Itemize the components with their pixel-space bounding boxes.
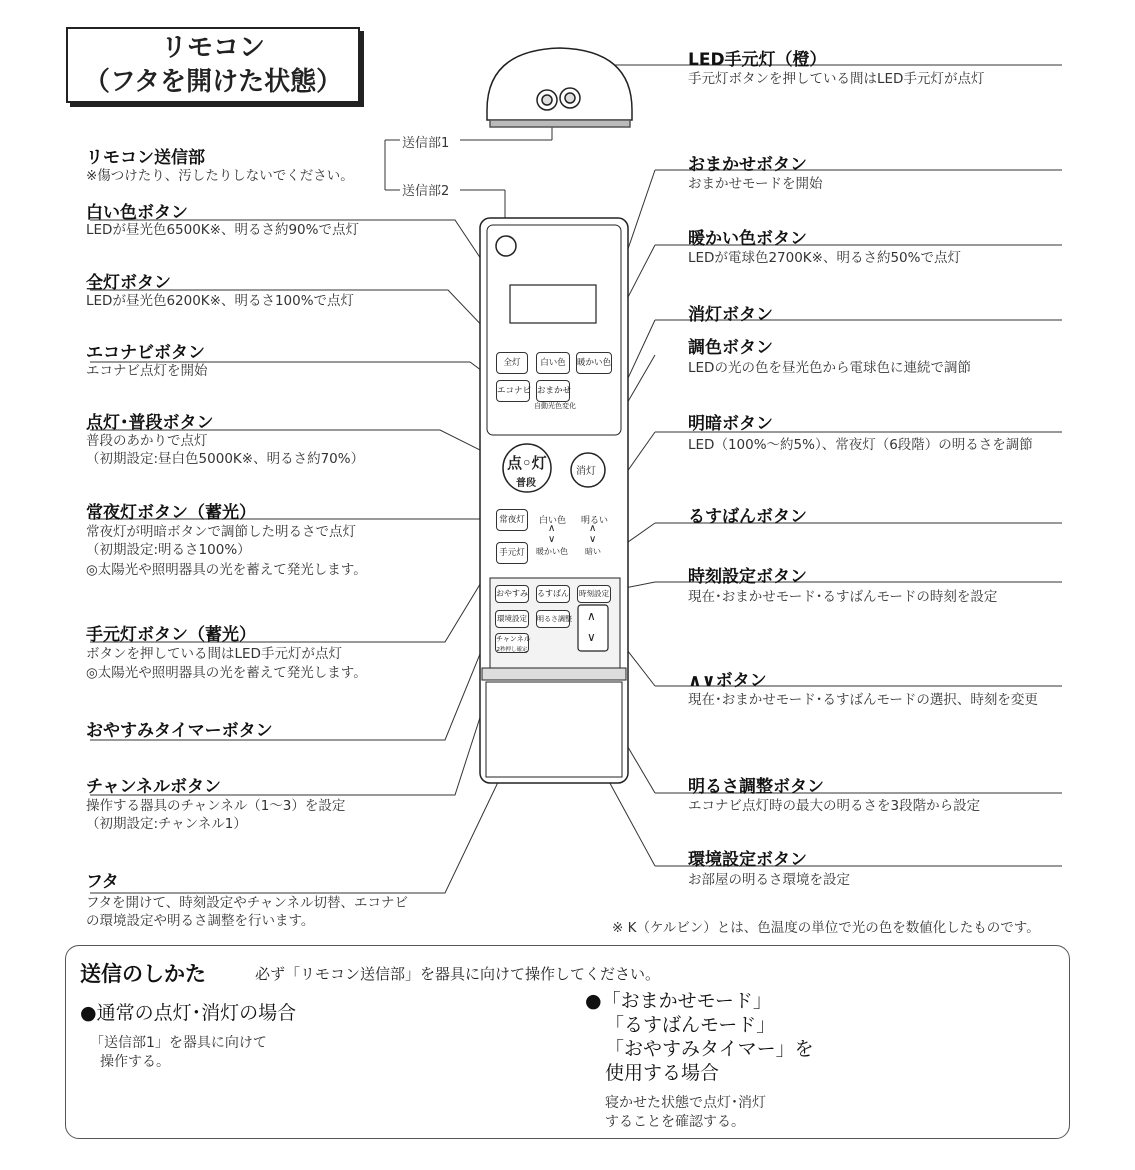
night-title: 常夜灯ボタン（蓄光） [86,503,256,523]
howto-lead: 必ず「リモコン送信部」を器具に向けて操作してください。 [255,965,661,983]
lid-desc-1: フタを開けて、時刻設定やチャンネル切替、エコナビ [86,895,408,911]
sleep-timer-button[interactable]: おやすみ [495,585,529,603]
omakase-desc: おまかせモードを開始 [688,176,823,192]
channel-button[interactable] [495,633,529,653]
clock-set-button[interactable]: 時刻設定 [577,585,611,603]
rusuban-title: るすばんボタン [688,507,807,527]
night-desc-3: ◎太陽光や照明器具の光を蓄えて発光します。 [86,562,367,578]
warm-desc: LEDが電球色2700K※、明るさ約50%で点灯 [688,250,961,266]
color-down-label[interactable]: 暖かい色 [536,547,568,556]
full-light-button[interactable]: 全灯 [496,352,528,374]
omakase-title: おまかせボタン [688,155,807,175]
off-button[interactable]: 消灯 [576,466,596,477]
white-color-button[interactable]: 白い色 [536,352,570,374]
case1-title: ●通常の点灯･消灯の場合 [80,1002,297,1024]
clock-desc: 現在･おまかせモード･るすばんモードの時刻を設定 [688,589,998,605]
channel-title: チャンネルボタン [86,777,221,797]
bright-up-label[interactable]: 明るい [581,516,609,526]
bright-up-icon: ∧ [589,523,597,534]
case2-desc-1: 寝かせた状態で点灯･消灯 [605,1095,766,1111]
off-title: 消灯ボタン [688,305,773,325]
case1-desc-2: 操作する。 [100,1054,170,1070]
hand-title: 手元灯ボタン（蓄光） [86,625,256,645]
hand-desc-2: ◎太陽光や照明器具の光を蓄えて発光します。 [86,665,367,681]
env-desc: お部屋の明るさ環境を設定 [688,872,850,888]
on-button-label[interactable]: 点◦灯 [507,454,547,472]
channel-desc-2: （初期設定:チャンネル1） [86,816,247,832]
hand-desc-1: ボタンを押している間はLED手元灯が点灯 [86,646,342,662]
down-arrow-button[interactable]: ∨ [587,630,596,644]
night-desc-2: （初期設定:明るさ100%） [86,542,251,558]
case2-title-3: 「おやすみタイマー」を [605,1038,814,1060]
on-title: 点灯･普段ボタン [86,413,214,433]
case2-title-1: ●「おまかせモード」 [585,990,772,1012]
led-hand-desc: 手元灯ボタンを押している間はLED手元灯が点灯 [688,71,985,87]
sleep-title: おやすみタイマーボタン [86,721,273,741]
on-desc-1: 普段のあかりで点灯 [86,433,208,449]
lid-desc-2: の環境設定や明るさ調整を行います。 [86,913,315,929]
tx1-label: 送信部1 [402,136,450,151]
case2-title-4: 使用する場合 [605,1062,720,1084]
full-title: 全灯ボタン [86,273,171,293]
night-desc-1: 常夜灯が明暗ボタンで調節した明るさで点灯 [86,524,356,540]
hand-light-button[interactable]: 手元灯 [496,542,528,564]
clock-title: 時刻設定ボタン [688,567,807,587]
on-button-sub: 普段 [516,478,536,489]
omakase-sub-label: 自動光色変化 [534,402,576,410]
case1-desc-1: 「送信部1」を器具に向けて [90,1035,267,1051]
updown-desc: 現在･おまかせモード･るすばんモードの選択、時刻を変更 [688,692,1038,708]
color-up-label[interactable]: 白い色 [539,516,567,526]
channel-desc-1: 操作する器具のチャンネル（1〜3）を設定 [86,798,346,814]
updown-title: ∧∨ボタン [688,671,767,691]
bright-down-icon: ∨ [589,534,597,545]
level-desc: エコナビ点灯時の最大の明るさを3段階から設定 [688,798,981,814]
title-line2: （フタを開けた状態） [83,67,343,97]
warm-title: 暖かい色ボタン [688,229,807,249]
bright-down-label[interactable]: 暗い [585,547,601,556]
remote-tx-desc: ※傷つけたり、汚したりしないでください。 [86,168,354,184]
rusuban-button[interactable]: るすばん [536,585,570,603]
case2-desc-2: することを確認する。 [605,1114,745,1130]
env-title: 環境設定ボタン [688,850,807,870]
bright-desc: LED（100%〜約5%）、常夜灯（6段階）の明るさを調節 [688,437,1033,453]
led-hand-title: LED手元灯（橙） [688,50,827,70]
night-light-button[interactable]: 常夜灯 [496,509,528,531]
econavi-title: エコナビボタン [86,343,205,363]
white-desc: LEDが昼光色6500K※、明るさ約90%で点灯 [86,222,359,238]
level-adjust-button[interactable]: 明るさ調整 [536,610,570,628]
color-desc: LEDの光の色を昼光色から電球色に連続で調節 [688,360,971,376]
on-desc-2: （初期設定:昼白色5000K※、明るさ約70%） [86,451,365,467]
econavi-button[interactable]: エコナビ [496,380,530,402]
howto-title: 送信のしかた [80,962,206,986]
color-down-icon: ∨ [548,534,556,545]
omakase-button[interactable]: おまかせ [536,380,570,402]
warm-color-button[interactable]: 暖かい色 [576,352,612,374]
bright-title: 明暗ボタン [688,414,773,434]
remote-tx-title: リモコン送信部 [86,148,205,168]
channel-button-sub: 2秒押し確定 [496,647,528,653]
channel-button-label: チャンネル [496,635,531,643]
tx2-label: 送信部2 [402,184,450,199]
title-line1: リモコン [160,33,265,63]
lid-title: フタ [86,872,119,892]
kelvin-footnote: ※ K（ケルビン）とは、色温度の単位で光の色を数値化したものです。 [612,920,1040,936]
case2-title-2: 「るすばんモード」 [605,1014,776,1036]
env-set-button[interactable]: 環境設定 [495,610,529,628]
up-arrow-button[interactable]: ∧ [587,609,596,623]
color-title: 調色ボタン [688,338,773,358]
white-title: 白い色ボタン [86,203,188,223]
full-desc: LEDが昼光色6200K※、明るさ100%で点灯 [86,293,355,309]
econavi-desc: エコナビ点灯を開始 [86,363,208,379]
level-title: 明るさ調整ボタン [688,777,824,797]
color-up-icon: ∧ [548,523,556,534]
